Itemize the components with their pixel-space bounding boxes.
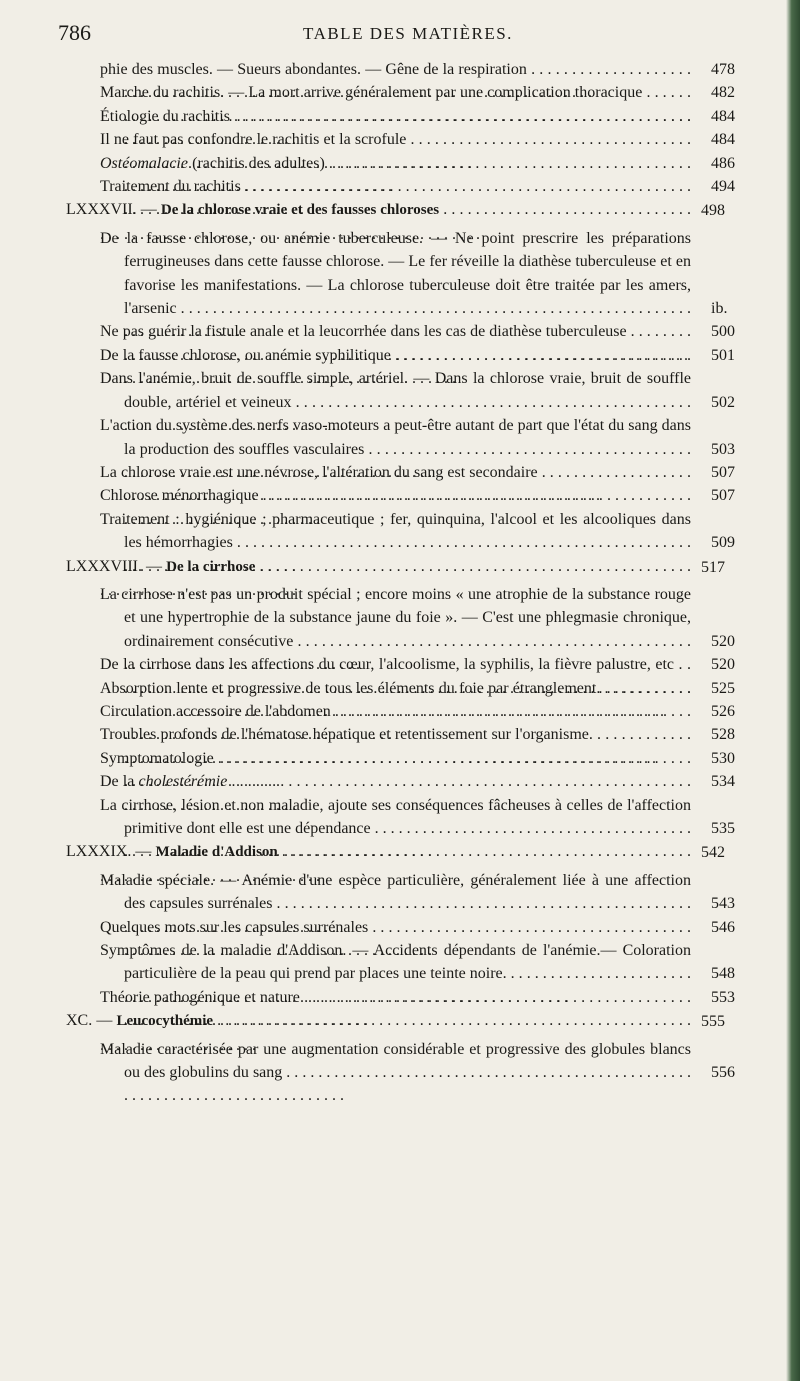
- page-reference: 543: [729, 892, 735, 915]
- page-reference: 503: [729, 438, 735, 461]
- page-reference: 494: [729, 175, 735, 198]
- toc-entry: [100, 770, 735, 793]
- toc-entry: [100, 583, 735, 653]
- table-of-contents: [0, 58, 800, 1084]
- toc-entry: [100, 414, 735, 461]
- page-reference: 501: [729, 344, 735, 367]
- entry-label: La cirrhose n'est pas un produit spécial ; encore moins « une atrophie de la substance rouge et une hypertrophie de la substance jaune du foie ». — C'est une phlegmasie chronique, ordinairement consécutive: [100, 585, 691, 650]
- entry-label: Il ne faut pas confondre le rachitis et la scrofule: [100, 131, 407, 149]
- entry-label: De la fausse chlorose, ou anémie tuberculeuse. — Ne point prescrire les préparations ferrugineuses dans cette fausse chlorose. — Le fer réveille la diathèse tuberculeuse et en favorise les manifestations. — La chlorose tuberculeuse doit être traitée par les amers, l'arsenic: [100, 229, 691, 318]
- page-reference: 548: [729, 962, 735, 985]
- toc-entry: [100, 916, 735, 939]
- page-reference: 482: [729, 81, 735, 104]
- toc-entry: [100, 723, 735, 746]
- toc-entry: [100, 484, 735, 507]
- toc-entry: [100, 461, 735, 484]
- chapter-number: LXXXVII. —: [66, 201, 161, 219]
- page-header: [58, 20, 758, 50]
- entry-italic-term: Ostéomalacie: [100, 154, 188, 172]
- entry-label: Traitement : hygiénique ; pharmaceutique ; fer, quinquina, l'alcool et les alcooliques dans les hémorrhagies: [100, 510, 691, 552]
- toc-entry: [100, 653, 735, 676]
- chapter-number: LXXXIX. —: [66, 843, 156, 861]
- toc-entry: [100, 1038, 735, 1085]
- chapter-heading: [66, 1009, 735, 1033]
- page-reference: 534: [729, 770, 735, 793]
- page-reference: 502: [729, 391, 735, 414]
- page-reference: 526: [729, 700, 735, 723]
- entry-label: Absorption lente et progressive de tous les éléments du foie par étranglement.: [100, 679, 601, 697]
- page-reference: 484: [729, 105, 735, 128]
- entry-label: L'action du système des nerfs vaso-moteurs a peut-être autant de part que l'état du sang dans la production des souffles vasculaires: [100, 417, 691, 458]
- page-reference: ib.: [729, 297, 735, 320]
- toc-entry: [100, 794, 735, 841]
- chapter-title: Leucocythémie: [116, 1013, 214, 1030]
- page-reference: 520: [729, 653, 735, 676]
- page-reference: 530: [729, 747, 735, 770]
- entry-label: Quelques mots sur les capsules surrénales: [100, 918, 369, 936]
- chapter-heading: [66, 198, 735, 222]
- entry-label: Troubles profonds de l'hématose hépatique et retentissement sur l'organisme.: [100, 726, 593, 744]
- toc-entry: [100, 747, 735, 770]
- toc-entry: [100, 227, 735, 321]
- chapter-heading: [66, 840, 735, 864]
- entry-label: Ne pas guérir la fistule anale et la leucorrhée dans les cas de diathèse tuberculeuse: [100, 323, 627, 341]
- page-reference: 528: [729, 723, 735, 746]
- page-reference: 553: [729, 986, 735, 1009]
- page-reference: 556: [729, 1061, 735, 1084]
- entry-label: La chlorose vraie est une névrose, l'altération du sang est secondaire: [100, 463, 538, 481]
- entry-label: Symptômes de la maladie d'Addison. — Accidents dépendants de l'anémie.— Coloration particulière de la peau qui prend par places une teinte noire.: [100, 942, 691, 983]
- toc-entry: [100, 320, 735, 343]
- toc-entry: [100, 81, 735, 104]
- toc-entry: [100, 105, 735, 128]
- page-reference: 520: [729, 630, 735, 653]
- entry-label: De la fausse chlorose, ou anémie syphilitique: [100, 346, 391, 364]
- running-title: TABLE DES MATIÈRES.: [303, 24, 513, 43]
- chapter-title: De la cirrhose: [166, 558, 256, 575]
- entry-label: (rachitis des adultes): [187, 154, 325, 172]
- page-reference: 535: [729, 817, 735, 840]
- toc-entry: [100, 58, 735, 81]
- page-reference: 546: [729, 916, 735, 939]
- toc-entry: [100, 367, 735, 414]
- entry-label: Maladie caractérisée par une augmentation considérable et progressive des globules blancs ou des globulins du sang: [100, 1040, 691, 1082]
- entry-label: La cirrhose, lésion et non maladie, ajoute ses conséquences fâcheuses à celles de l'affection primitive dont elle est une dépendance: [100, 796, 691, 837]
- page-edge: [786, 0, 800, 1381]
- page-reference: 509: [729, 531, 735, 554]
- chapter-title: Maladie d'Addison: [155, 844, 278, 861]
- toc-entry: [100, 939, 735, 986]
- chapter-heading: [66, 555, 735, 579]
- page-reference: 507: [729, 461, 735, 484]
- entry-label: Maladie spéciale. — Anémie d'une espèce particulière, généralement liée à une affection des capsules surrénales: [100, 871, 691, 913]
- entry-label: Étiologie du rachitis: [100, 107, 230, 125]
- chapter-number: XC. —: [66, 1012, 117, 1030]
- toc-entry: [100, 152, 735, 175]
- entry-label: Chlorose ménorrhagique: [100, 487, 259, 505]
- entry-label: De la cirrhose dans les affections du cœur, l'alcoolisme, la syphilis, la fièvre palustre, etc: [100, 656, 675, 674]
- page-reference: 486: [729, 152, 735, 175]
- chapter-number: LXXXVIII. —: [66, 557, 167, 575]
- page-reference: 555: [729, 1010, 735, 1033]
- entry-label: Traitement du rachitis: [100, 178, 241, 196]
- entry-label: Circulation accessoire de l'abdomen: [100, 702, 331, 720]
- entry-text: [100, 1041, 691, 1105]
- entry-italic-term: cholestérémie: [138, 773, 228, 791]
- entry-label: Dans l'anémie, bruit de souffle simple, artériel. — Dans la chlorose vraie, bruit de souffle double, artériel et veineux: [100, 370, 691, 411]
- chapter-title: De la chlorose vraie et des fausses chloroses: [160, 202, 440, 219]
- page-reference: 500: [729, 320, 735, 343]
- entry-label: phie des muscles. — Sueurs abondantes. — Gêne de la respiration: [100, 61, 527, 78]
- toc-entry: [100, 700, 735, 723]
- toc-entry: [100, 128, 735, 151]
- entry-prefix: De la: [100, 773, 139, 791]
- page-reference: 498: [729, 199, 735, 222]
- toc-entry: [100, 344, 735, 367]
- page-number: 786: [58, 20, 91, 45]
- page-reference: 542: [729, 841, 735, 864]
- page-reference: 517: [729, 556, 735, 579]
- entry-label: Marche du rachitis. — La mort arrive généralement par une complication thoracique: [100, 84, 643, 102]
- entry-label: Symptomatologie: [100, 749, 214, 767]
- toc-entry: [100, 677, 735, 700]
- entry-label: Théorie pathogénique et nature: [100, 988, 300, 1006]
- page-reference: 478: [729, 58, 735, 81]
- toc-entry: [100, 986, 735, 1009]
- toc-entry: [100, 869, 735, 916]
- page-reference: 484: [729, 128, 735, 151]
- toc-entry: [100, 175, 735, 198]
- page-reference: 507: [729, 484, 735, 507]
- page-reference: 525: [729, 677, 735, 700]
- toc-entry: [100, 508, 735, 555]
